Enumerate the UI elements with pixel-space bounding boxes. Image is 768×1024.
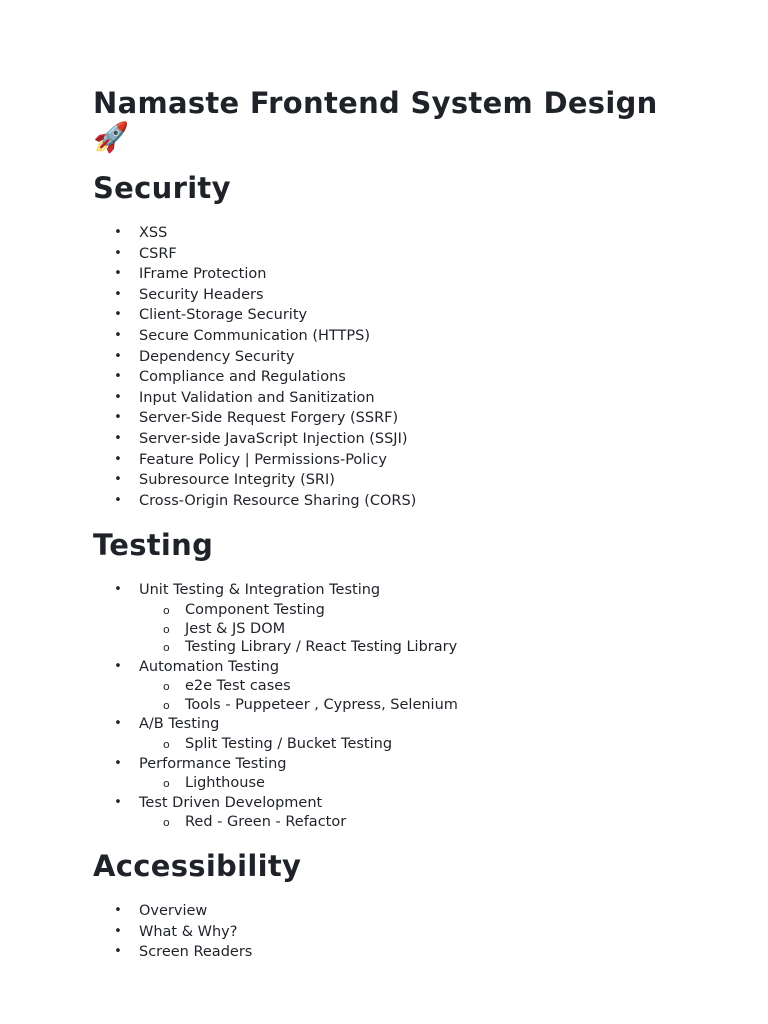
list-item: • Unit Testing & Integration Testing o Component Testing o Jest & JS DOM o Testing Library / React Testing Library: [93, 580, 693, 656]
section-heading-security: Security: [93, 171, 231, 205]
bullet-marker: •: [114, 410, 122, 426]
list-item: • Test Driven Development o Red - Green - Refactor: [93, 793, 693, 832]
sub-bullet-marker: o: [163, 680, 170, 694]
sub-bullet-marker: o: [163, 777, 170, 791]
sub-list: [139, 813, 693, 832]
sub-list-item: o Split Testing / Bucket Testing: [139, 735, 693, 754]
bullet-marker: •: [114, 472, 122, 488]
document-content: [93, 86, 693, 963]
sub-bullet-marker: o: [163, 641, 170, 655]
bullet-marker: •: [114, 492, 122, 508]
bullet-marker: •: [114, 716, 122, 732]
bullet-marker: •: [114, 266, 122, 282]
bullet-marker: •: [114, 327, 122, 343]
list-item: • XSS: [93, 223, 693, 244]
bullet-marker: •: [114, 658, 122, 674]
list-item: • Compliance and Regulations: [93, 367, 693, 388]
sub-list: [139, 774, 693, 793]
list-item: • Secure Communication (HTTPS): [93, 326, 693, 347]
section-testing: [93, 528, 693, 832]
list-item: • What & Why?: [93, 922, 693, 943]
list-item: • Input Validation and Sanitization: [93, 388, 693, 409]
bullet-marker: •: [114, 903, 122, 919]
sub-list-item: o Jest & JS DOM: [139, 620, 693, 639]
list-item: • Cross-Origin Resource Sharing (CORS): [93, 491, 693, 512]
bullet-marker: •: [114, 348, 122, 364]
bullet-marker: •: [114, 245, 122, 261]
list-item: • IFrame Protection: [93, 264, 693, 285]
list-item: • Automation Testing o e2e Test cases o Tools - Puppeteer , Cypress, Selenium: [93, 657, 693, 715]
list-item: • CSRF: [93, 244, 693, 265]
bullet-marker: •: [114, 307, 122, 323]
section-accessibility: [93, 849, 693, 963]
accessibility-list: [93, 901, 693, 963]
section-heading-testing: Testing: [93, 528, 214, 563]
list-item: • Performance Testing o Lighthouse: [93, 754, 693, 793]
bullet-marker: •: [114, 389, 122, 405]
section-heading-accessibility: Accessibility: [93, 849, 302, 884]
sub-list-item: o e2e Test cases: [139, 677, 693, 696]
sub-list-item: o Component Testing: [139, 601, 693, 620]
bullet-marker: •: [114, 582, 122, 598]
sub-list: [139, 677, 693, 714]
testing-list: [93, 580, 693, 832]
bullet-marker: •: [114, 755, 122, 771]
bullet-marker: •: [114, 944, 122, 960]
sub-bullet-marker: o: [163, 698, 170, 712]
sub-list-item: o Testing Library / React Testing Library: [139, 638, 693, 657]
list-item: • Server-side JavaScript Injection (SSJI): [93, 429, 693, 450]
list-item: • Feature Policy | Permissions-Policy: [93, 450, 693, 471]
sub-bullet-marker: o: [163, 738, 170, 752]
sub-list: [139, 601, 693, 657]
sub-list-item: o Tools - Puppeteer , Cypress, Selenium: [139, 696, 693, 715]
list-item: • Overview: [93, 901, 693, 922]
bullet-marker: •: [114, 225, 122, 240]
list-item: • Server-Side Request Forgery (SSRF): [93, 408, 693, 429]
bullet-marker: •: [114, 451, 122, 467]
bullet-marker: •: [114, 286, 122, 302]
sub-list: [139, 735, 693, 754]
bullet-marker: •: [114, 923, 122, 939]
sub-bullet-marker: o: [163, 603, 170, 617]
bullet-marker: •: [114, 369, 122, 385]
bullet-marker: •: [114, 430, 122, 446]
list-item: • Screen Readers: [93, 942, 693, 963]
list-item: • Client-Storage Security: [93, 305, 693, 326]
sub-bullet-marker: o: [163, 816, 170, 830]
sub-bullet-marker: o: [163, 622, 170, 636]
page-title: Namaste Frontend System Design 🚀: [93, 86, 658, 154]
list-item: • Dependency Security: [93, 347, 693, 368]
bullet-marker: •: [114, 794, 122, 810]
sub-list-item: o Lighthouse: [139, 774, 693, 793]
list-item: • A/B Testing o Split Testing / Bucket Testing: [93, 714, 693, 753]
security-list: [93, 223, 693, 511]
list-item: • Security Headers: [93, 285, 693, 306]
list-item: • Subresource Integrity (SRI): [93, 470, 693, 491]
section-security: [93, 171, 693, 511]
sub-list-item: o Red - Green - Refactor: [139, 813, 693, 832]
